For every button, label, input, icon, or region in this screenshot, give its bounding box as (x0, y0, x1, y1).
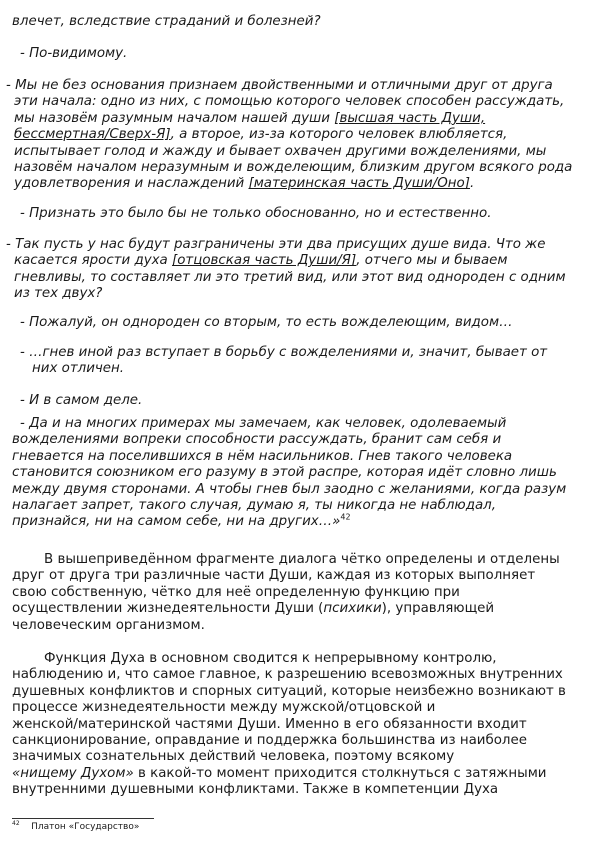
dialogue-reply-4: - …гнев иной раз вступает в борьбу с вожделениями и, значит, бывает от них отличен. (20, 345, 548, 377)
dialogue-reply-2: - Признать это было бы не только обоснованно, но и естественно. (20, 206, 492, 221)
underlined-line (6, 111, 572, 127)
dialogue-speech-spirit: - Так пусть у нас будут разграничены эти два присущих душе вида. Что же касается ярости духа [отцовская часть Души/Я], отчего мы и бываем гневливы, то составляет ли это третий вид, или этот вид однороден с одним из тех двух? (6, 237, 566, 302)
dialogue-reply-5: - И в самом деле. (20, 393, 143, 408)
line-7-start: удовлетворения и наслаждений (14, 176, 249, 192)
dialogue-speech-souls: - Мы не без основания признаем двойственными и отличными друг от друга эти начала: одно из них, с помощью которого человек способен рассуждать, мы назовём разумным началом нашей души [высшая часть Души, бессмертная/Сверх-Я], а второе, из-за которого человек влюбляется, испытывает голод и жажду и бывает охвачен другими вожделениями, мы назовём началом неразумным и вожделеющим, близким другом всякого рода удовлетворения и наслаждений [материнская часть Души/Оно]. (6, 78, 573, 192)
line-4-rest: , а второе, из-за которого человек влюбляется, (170, 127, 508, 143)
line-3: мы назовём разумным началом нашей души (14, 110, 335, 126)
footnote-divider (12, 818, 154, 819)
dialogue-speech-anger: - Да и на многих примерах мы замечаем, как человек, одолеваемый вожделениями вопреки способности рассуждать, бранит сам себя и гневается на поселившихся в нём насильников. Гнев такого человека становится союзником его разуму в этой распре, которая идёт словно лишь между двумя сторонами. А чтобы гнев был заодно с желаниями, когда разум налагает запрет, такого случая, думаю я, ты никогда не наблюдал, признайся, ни на самом себе, ни на других…»$^{42}$ (12, 416, 567, 530)
dialogue-line: влечет, вследствие страданий и болезней? (12, 14, 321, 29)
term-father-soul: [отцовская часть Души/Я] (172, 253, 357, 269)
paragraph-2: Функция Духа в основном сводится к непрерывному контролю, наблюдению и, что самое главное, к разрешению всевозможных внутренних душевных конфликтов и спорных ситуаций, которые неизбежно возникают в процессе жизнедеятельности между мужской/отцовской и женской/материнской частями Души. Именно в его обязанности входит санкционирование, оправдание и поддержка большинства из наиболее значимых сознательных действий человека, поэтому всякому «нищему Духом» в какой-то момент приходится столкнуться с затяжными внутренними душевными конфликтами. Также в компетенции Духа (12, 651, 566, 798)
term-higher-soul: [высшая часть Души, (334, 110, 486, 126)
footnote: $^{42}$ Платон «Государство» (12, 820, 140, 832)
term-immortal: бессмертная/Сверх-Я] (14, 127, 171, 143)
dialogue-reply: - По-видимому. (20, 46, 128, 61)
footnote-ref: 42 (340, 512, 351, 522)
dialogue-reply-3: - Пожалуй, он однороден со вторым, то есть вожделеющим, видом… (20, 315, 513, 330)
paragraph-1: В вышеприведённом фрагменте диалога чётко определены и отделены друг от друга три различные части Души, каждая из которых выполняет свою собственную, чётко для неё определенную функцию при осуществлении жизнедеятельности Души (психики), управляющей человеческим организмом. (12, 552, 560, 633)
term-mother-soul: [материнская часть Души/Оно] (248, 176, 470, 192)
